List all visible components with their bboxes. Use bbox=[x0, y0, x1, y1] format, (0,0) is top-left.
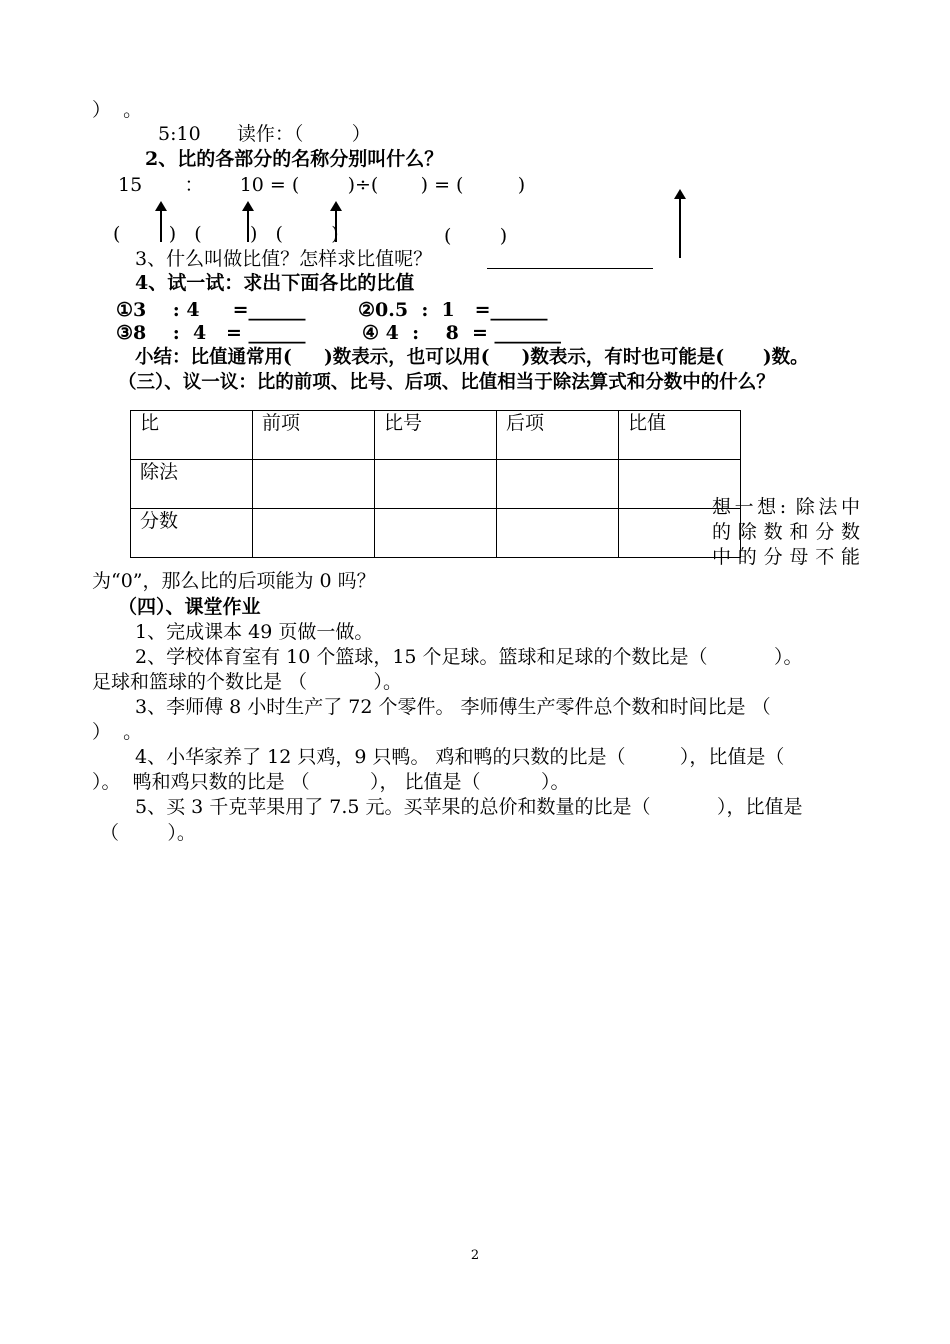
page-number: 2 bbox=[470, 1248, 480, 1263]
line-10-summary: 小结：比值通常用( )数表示，也可以用( )数表示，有时也可能是( )数。 bbox=[135, 347, 809, 368]
line-20: ）。 鸭和鸡只数的比是 （ ）， 比值是（ ）。 bbox=[92, 771, 570, 793]
table-cell bbox=[375, 460, 497, 509]
line-04-ratio-expression: 15 ： 10 = ( )÷( ) = ( ) bbox=[118, 174, 526, 196]
side-note-line: 想一想: 除法中 bbox=[712, 496, 860, 518]
line-12: 为“0”，那么比的后项能为 0 吗？ bbox=[92, 570, 376, 592]
line-07-heading: 4、试一试：求出下面各比的比值 bbox=[135, 272, 415, 294]
table-header-cell: 比值 bbox=[619, 411, 741, 460]
line-18: ） 。 bbox=[92, 721, 143, 743]
table-row bbox=[131, 411, 741, 460]
table-cell: 除法 bbox=[131, 460, 253, 509]
table-cell bbox=[497, 460, 619, 509]
table-cell bbox=[497, 509, 619, 558]
table-header-cell: 后项 bbox=[497, 411, 619, 460]
line-21-task-5: 5、买 3 千克苹果用了 7.5 元。买苹果的总价和数量的比是（ ），比值是 bbox=[135, 796, 803, 818]
line-03-heading: 2、比的各部分的名称分别叫什么？ bbox=[145, 148, 444, 170]
answer-underline bbox=[487, 268, 653, 269]
table-header-cell: 前项 bbox=[253, 411, 375, 460]
line-02: 5:10 读作：（ ） bbox=[158, 123, 371, 145]
table-header-cell: 比号 bbox=[375, 411, 497, 460]
table-row bbox=[131, 460, 741, 509]
line-22: （ ）。 bbox=[100, 822, 196, 844]
line-09-exercise-3: ③8 : 4 = ______ bbox=[116, 322, 306, 344]
line-06-question: 3、什么叫做比值？怎样求比值呢？ bbox=[135, 248, 433, 270]
table-cell: 分数 bbox=[131, 509, 253, 558]
side-note-line: 的除数和分数 bbox=[712, 521, 860, 543]
line-05-blank-right: ( ) bbox=[444, 225, 508, 247]
table-cell bbox=[375, 509, 497, 558]
line-09-exercise-4: ④ 4 : 8 = _______ bbox=[362, 322, 562, 344]
side-note-line: 中的分母不能 bbox=[712, 546, 860, 568]
line-11-heading: （三）、议一议：比的前项、比号、后项、比值相当于除法算式和分数中的什么？ bbox=[118, 372, 775, 393]
comparison-table bbox=[130, 410, 741, 558]
line-14-task-1: 1、完成课本 49 页做一做。 bbox=[135, 621, 374, 643]
line-13-heading: （四）、课堂作业 bbox=[118, 596, 261, 618]
table-cell bbox=[253, 509, 375, 558]
line-19-task-4: 4、小华家养了 12 只鸡，9 只鸭。 鸡和鸭的只数的比是（ ），比值是（ bbox=[135, 746, 785, 768]
line-01: ） 。 bbox=[92, 99, 143, 121]
table-header-cell: 比 bbox=[131, 411, 253, 460]
line-08-exercise-2: ②0.5 : 1 =______ bbox=[358, 299, 548, 321]
line-08-exercise-1: ①3 : 4 =______ bbox=[116, 299, 306, 321]
line-16: 足球和篮球的个数比是 （ ）。 bbox=[92, 671, 402, 693]
line-15-task-2: 2、学校体育室有 10 个篮球，15 个足球。篮球和足球的个数比是（ ）。 bbox=[135, 646, 803, 668]
line-17-task-3: 3、李师傅 8 小时生产了 72 个零件。 李师傅生产零件总个数和时间比是 （ bbox=[135, 696, 771, 718]
line-05-blanks: ( ) ( ) ( ) bbox=[113, 223, 339, 245]
arrow-up-icon bbox=[679, 198, 681, 258]
table-cell bbox=[253, 460, 375, 509]
side-note bbox=[712, 495, 860, 570]
table-row bbox=[131, 509, 741, 558]
